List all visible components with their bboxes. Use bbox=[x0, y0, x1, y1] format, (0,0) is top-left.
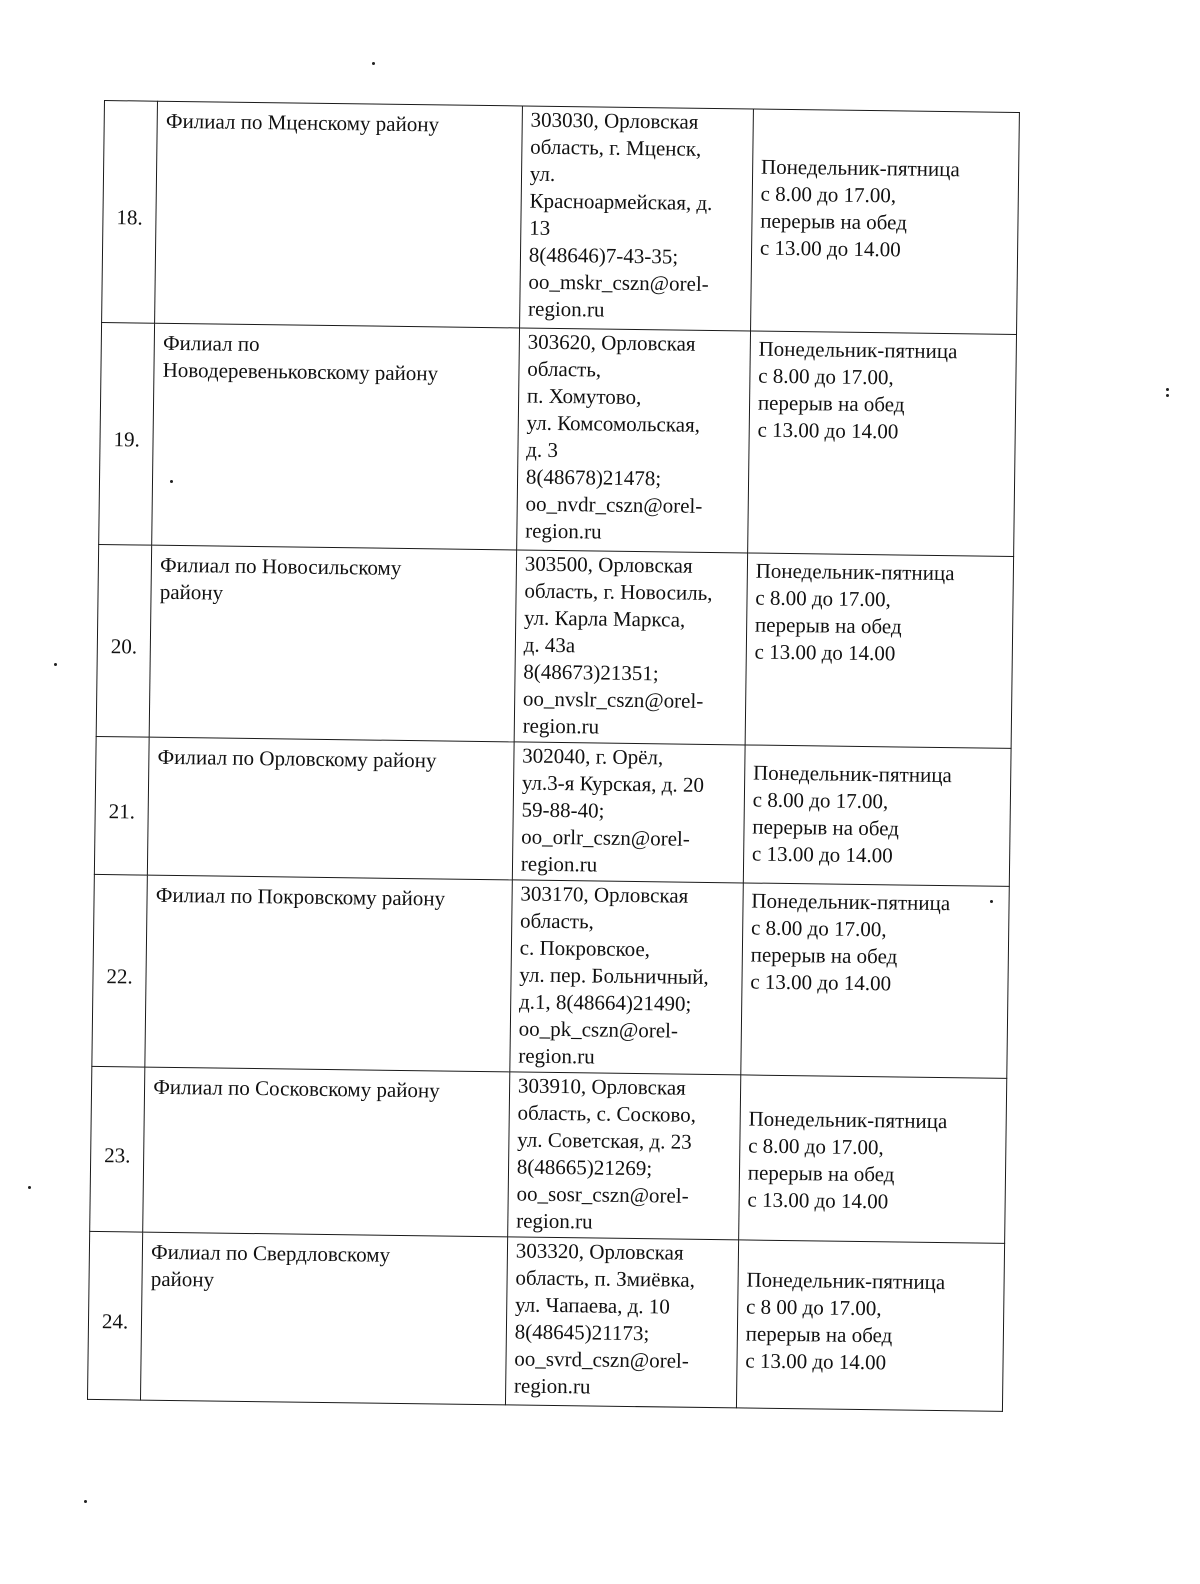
address-line: oo_nvdr_cszn@orel- bbox=[525, 491, 703, 518]
row-number: 23. bbox=[90, 1066, 145, 1232]
branch-address bbox=[519, 106, 753, 331]
branch-name bbox=[143, 1067, 510, 1237]
table-row bbox=[102, 101, 1020, 335]
name-line: Новодеревеньковскому району bbox=[162, 357, 439, 386]
address-line: 8(48673)21351; bbox=[523, 659, 659, 686]
table-row bbox=[96, 544, 1013, 748]
branch-name bbox=[145, 875, 512, 1072]
address-line: ул.3-я Курская, д. 20 bbox=[521, 770, 705, 797]
address-line: 8(48665)21269; bbox=[516, 1154, 653, 1181]
table-row bbox=[92, 874, 1009, 1078]
hours-line: с 13.00 до 14.00 bbox=[751, 841, 893, 868]
table-row bbox=[94, 736, 1011, 886]
row-number: 19. bbox=[99, 322, 155, 545]
hours-line: с 8 00 до 17.00, bbox=[745, 1294, 882, 1321]
hours-line: перерыв на обед bbox=[760, 208, 908, 235]
name-line: Филиал по Свердловскому bbox=[150, 1239, 391, 1267]
address-line: ул. Советская, д. 23 bbox=[517, 1127, 692, 1154]
address-line: с. Покровское, bbox=[519, 935, 651, 962]
scan-speck bbox=[84, 1500, 87, 1503]
address-line: область, п. Змиёвка, bbox=[515, 1265, 696, 1292]
address-line: область, с. Сосково, bbox=[517, 1100, 697, 1127]
address-line: region.ru bbox=[522, 713, 600, 739]
row-number: 24. bbox=[87, 1231, 142, 1400]
working-hours bbox=[745, 553, 1014, 748]
branch-address bbox=[507, 1072, 740, 1240]
address-line: 8(48678)21478; bbox=[525, 464, 662, 491]
table-row bbox=[99, 322, 1017, 556]
row-number: 21. bbox=[94, 736, 149, 875]
hours-line: с 8.00 до 17.00, bbox=[758, 363, 894, 390]
hours-line: Понедельник-пятница bbox=[748, 1106, 948, 1134]
scan-speck bbox=[1166, 394, 1169, 397]
hours-line: перерыв на обед bbox=[754, 612, 902, 639]
address-line: ул. Карла Маркса, bbox=[523, 605, 686, 632]
address-line: 302040, г. Орёл, bbox=[522, 743, 664, 770]
address-line: 303030, Орловская bbox=[530, 107, 699, 134]
address-line: область, bbox=[519, 908, 595, 934]
scan-speck bbox=[990, 900, 993, 903]
scan-speck bbox=[170, 480, 173, 483]
hours-line: Понедельник-пятница bbox=[760, 154, 960, 182]
table-row bbox=[87, 1231, 1004, 1411]
name-line: Филиал по Сосковскому району bbox=[153, 1074, 440, 1103]
hours-line: с 8.00 до 17.00, bbox=[750, 915, 887, 942]
hours-line: перерыв на обед bbox=[747, 1160, 895, 1187]
scan-speck bbox=[28, 1186, 31, 1189]
hours-line: с 13.00 до 14.00 bbox=[754, 639, 896, 666]
address-line: 8(48645)21173; bbox=[514, 1319, 650, 1346]
hours-line: перерыв на обед bbox=[752, 814, 900, 841]
row-number: 18. bbox=[102, 101, 158, 324]
branch-name bbox=[148, 737, 514, 880]
address-line: region.ru bbox=[525, 518, 602, 544]
address-line: region.ru bbox=[527, 296, 605, 322]
name-line: Филиал по Орловскому району bbox=[157, 744, 437, 773]
hours-line: Понедельник-пятница bbox=[752, 760, 953, 788]
name-line: Филиал по Мценскому району bbox=[165, 108, 440, 137]
address-line: д.1, 8(48664)21490; bbox=[518, 989, 692, 1016]
address-line: 303170, Орловская bbox=[520, 881, 689, 908]
working-hours bbox=[750, 109, 1019, 334]
branch-address bbox=[512, 742, 745, 883]
branch-name bbox=[149, 545, 516, 742]
hours-line: с 8.00 до 17.00, bbox=[755, 585, 892, 612]
hours-line: с 8.00 до 17.00, bbox=[760, 181, 897, 208]
scan-speck bbox=[1166, 388, 1169, 391]
row-number: 22. bbox=[92, 874, 148, 1067]
branch-name bbox=[155, 101, 522, 328]
branches-table bbox=[87, 100, 1020, 1412]
address-line: область, г. Новосиль, bbox=[524, 578, 713, 606]
table-row bbox=[90, 1066, 1007, 1243]
name-line: району bbox=[150, 1266, 215, 1292]
hours-line: с 13.00 до 14.00 bbox=[747, 1187, 889, 1214]
address-line: 303620, Орловская bbox=[527, 329, 696, 356]
name-line: району bbox=[159, 579, 224, 605]
hours-line: Понедельник-пятница bbox=[751, 888, 951, 916]
address-line: ул. Чапаева, д. 10 bbox=[514, 1292, 671, 1319]
address-line: 13 bbox=[529, 215, 551, 240]
hours-line: перерыв на обед bbox=[745, 1321, 893, 1348]
address-line: 303910, Орловская bbox=[517, 1073, 686, 1100]
address-line: п. Хомутово, bbox=[526, 383, 642, 410]
branch-address bbox=[514, 550, 747, 745]
address-line: Красноармейская, д. bbox=[529, 188, 713, 215]
row-number: 20. bbox=[96, 544, 152, 737]
name-line: Филиал по bbox=[162, 330, 260, 357]
hours-line: с 13.00 до 14.00 bbox=[750, 969, 892, 996]
hours-line: перерыв на обед bbox=[757, 390, 905, 417]
address-line: oo_sosr_cszn@orel- bbox=[516, 1181, 689, 1208]
address-line: 303320, Орловская bbox=[515, 1238, 684, 1265]
address-line: region.ru bbox=[516, 1208, 593, 1234]
address-line: область, г. Мценск, bbox=[530, 134, 702, 161]
working-hours bbox=[738, 1075, 1006, 1243]
address-line: region.ru bbox=[518, 1043, 595, 1069]
address-line: 8(48646)7-43-35; bbox=[528, 242, 679, 269]
branch-address bbox=[505, 1237, 738, 1408]
hours-line: с 13.00 до 14.00 bbox=[757, 417, 899, 444]
branch-address bbox=[510, 880, 743, 1075]
scan-speck bbox=[54, 663, 57, 666]
address-line: область, bbox=[527, 356, 602, 382]
address-line: 303500, Орловская bbox=[524, 551, 693, 578]
scan-speck bbox=[372, 62, 375, 65]
branch-address bbox=[516, 328, 750, 553]
hours-line: перерыв на обед bbox=[750, 942, 898, 969]
address-line: oo_nvslr_cszn@orel- bbox=[522, 686, 704, 713]
branch-name bbox=[152, 323, 519, 550]
address-line: ул. bbox=[529, 161, 556, 186]
hours-line: с 8.00 до 17.00, bbox=[752, 787, 889, 814]
address-line: oo_svrd_cszn@orel- bbox=[514, 1346, 689, 1373]
hours-line: с 13.00 до 14.00 bbox=[745, 1348, 887, 1375]
working-hours bbox=[743, 745, 1011, 886]
hours-line: с 8.00 до 17.00, bbox=[748, 1133, 884, 1160]
address-line: oo_orlr_cszn@orel- bbox=[521, 824, 690, 851]
name-line: Филиал по Новосильскому bbox=[159, 552, 402, 580]
working-hours bbox=[741, 883, 1010, 1078]
address-line: oo_pk_cszn@orel- bbox=[518, 1016, 679, 1043]
address-line: д. 3 bbox=[526, 437, 559, 462]
address-line: region.ru bbox=[520, 851, 598, 877]
address-line: ул. Комсомольская, bbox=[526, 410, 701, 437]
address-line: region.ru bbox=[513, 1373, 591, 1399]
name-line: Филиал по Покровскому району bbox=[155, 882, 446, 911]
address-line: oo_mskr_cszn@orel- bbox=[528, 269, 709, 296]
address-line: 59-88-40; bbox=[521, 797, 605, 823]
hours-line: Понедельник-пятница bbox=[746, 1267, 946, 1295]
hours-line: с 13.00 до 14.00 bbox=[759, 235, 901, 262]
address-line: д. 43а bbox=[523, 632, 576, 658]
hours-line: Понедельник-пятница bbox=[755, 558, 955, 586]
hours-line: Понедельник-пятница bbox=[758, 336, 958, 364]
working-hours bbox=[736, 1240, 1004, 1411]
working-hours bbox=[747, 331, 1016, 556]
branch-name bbox=[141, 1232, 508, 1405]
address-line: ул. пер. Больничный, bbox=[519, 962, 709, 989]
